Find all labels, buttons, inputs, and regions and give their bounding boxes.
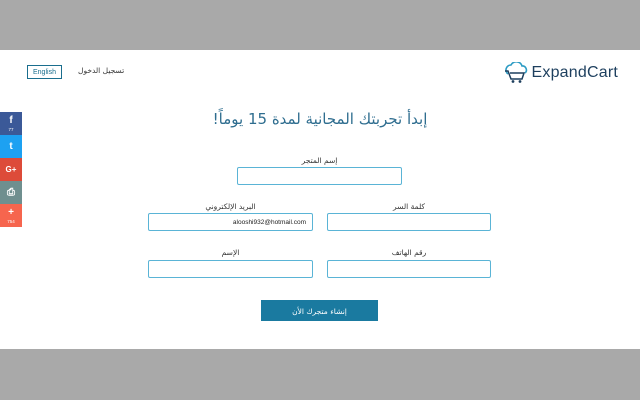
language-button[interactable]: English [27,65,62,79]
phone-input[interactable] [327,260,491,278]
print-button[interactable] [0,181,22,204]
name-label: الإسم [221,248,240,257]
facebook-share-count: 77 [8,126,14,132]
share-bar [0,112,22,227]
logo-text: ExpandCart [531,64,618,81]
store-name-label: إسم المتجر [301,156,338,165]
logo[interactable] [500,62,619,84]
twitter-share-button[interactable] [0,135,22,158]
page-title: إبدأ تجربتك المجانية لمدة 15 يوماً! [212,110,428,128]
email-label: البريد الإلكتروني [205,202,256,211]
login-link[interactable]: تسجيل الدخول [78,66,125,75]
more-share-count: 754 [7,218,15,224]
share-more-icon: + [8,206,14,218]
google-plus-icon: G+ [5,164,17,174]
name-input[interactable] [148,260,313,278]
twitter-icon: t [9,140,13,152]
facebook-icon: f [9,114,13,126]
password-input[interactable] [327,213,491,231]
page-content [0,50,640,349]
more-share-button[interactable] [0,204,22,227]
cart-cloud-icon [500,62,530,84]
password-label: كلمة السر [393,202,425,211]
store-name-input[interactable] [237,167,402,185]
google-plus-share-button[interactable] [0,158,22,181]
print-icon: ⎙ [7,186,15,198]
phone-label: رقم الهاتف [391,248,427,257]
facebook-share-button[interactable] [0,112,22,135]
create-store-button[interactable]: إنشاء متجرك الأن [261,300,378,321]
email-input[interactable] [148,213,313,231]
